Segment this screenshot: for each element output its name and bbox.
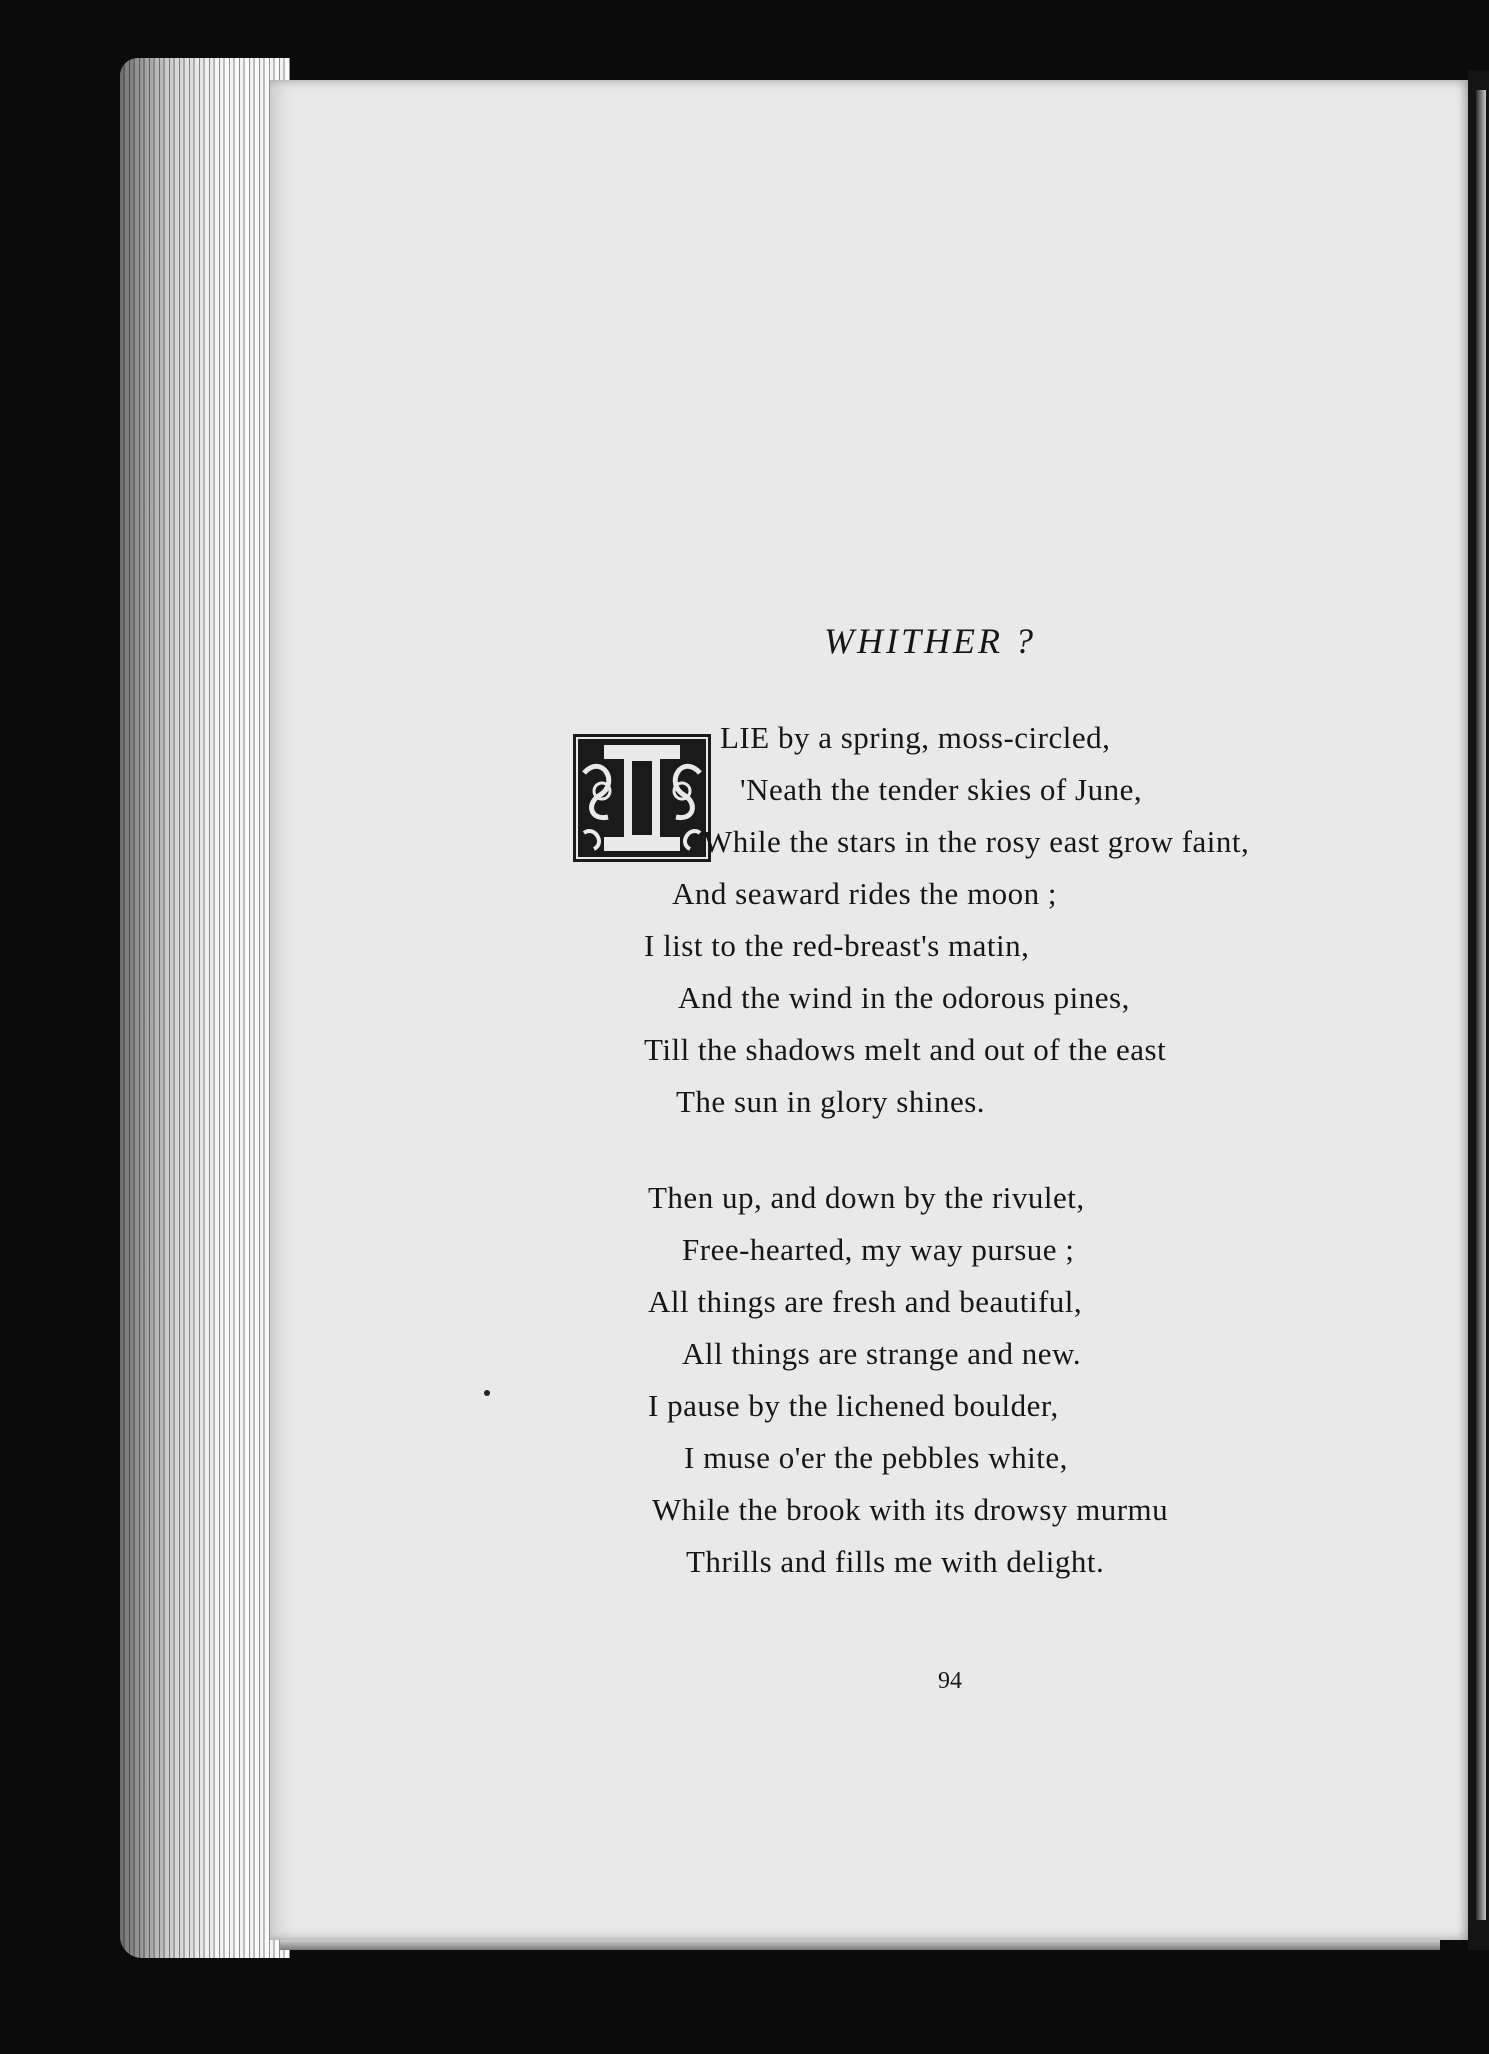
poem-line: Then up, and down by the rivulet, (648, 1180, 1085, 1215)
poem-line: All things are fresh and beautiful, (648, 1284, 1083, 1319)
ink-speck (484, 1390, 490, 1396)
poem-line: LIE by a spring, moss-circled, (720, 720, 1111, 755)
book-edge-shadow (120, 58, 290, 1958)
poem-line: 'Neath the tender skies of June, (740, 772, 1143, 807)
poem-line: Thrills and fills me with delight. (686, 1544, 1105, 1579)
poem-line: And the wind in the odorous pines, (678, 980, 1130, 1015)
poem-line: Free-hearted, my way pursue ; (682, 1232, 1075, 1267)
poem-line: While the stars in the rosy east grow faint, (703, 824, 1250, 859)
poem-line: I muse o'er the pebbles white, (684, 1440, 1068, 1475)
page-bottom-edge (280, 1940, 1440, 1950)
poem-line: The sun in glory shines. (676, 1084, 986, 1119)
poem-line: All things are strange and new. (682, 1336, 1082, 1371)
poem-line: And seaward rides the moon ; (672, 876, 1058, 911)
poem-title: WHITHER ? (824, 621, 1036, 661)
page-number: 94 (938, 1668, 962, 1694)
poem-line: I pause by the lichened boulder, (648, 1388, 1059, 1423)
ornamental-initial-icon (572, 733, 712, 863)
facing-page-sliver (1476, 90, 1486, 1920)
poem-line: Till the shadows melt and out of the east (644, 1032, 1167, 1067)
poem-line: I list to the red-breast's matin, (644, 928, 1030, 963)
poem-line: While the brook with its drowsy murmu (652, 1492, 1169, 1527)
